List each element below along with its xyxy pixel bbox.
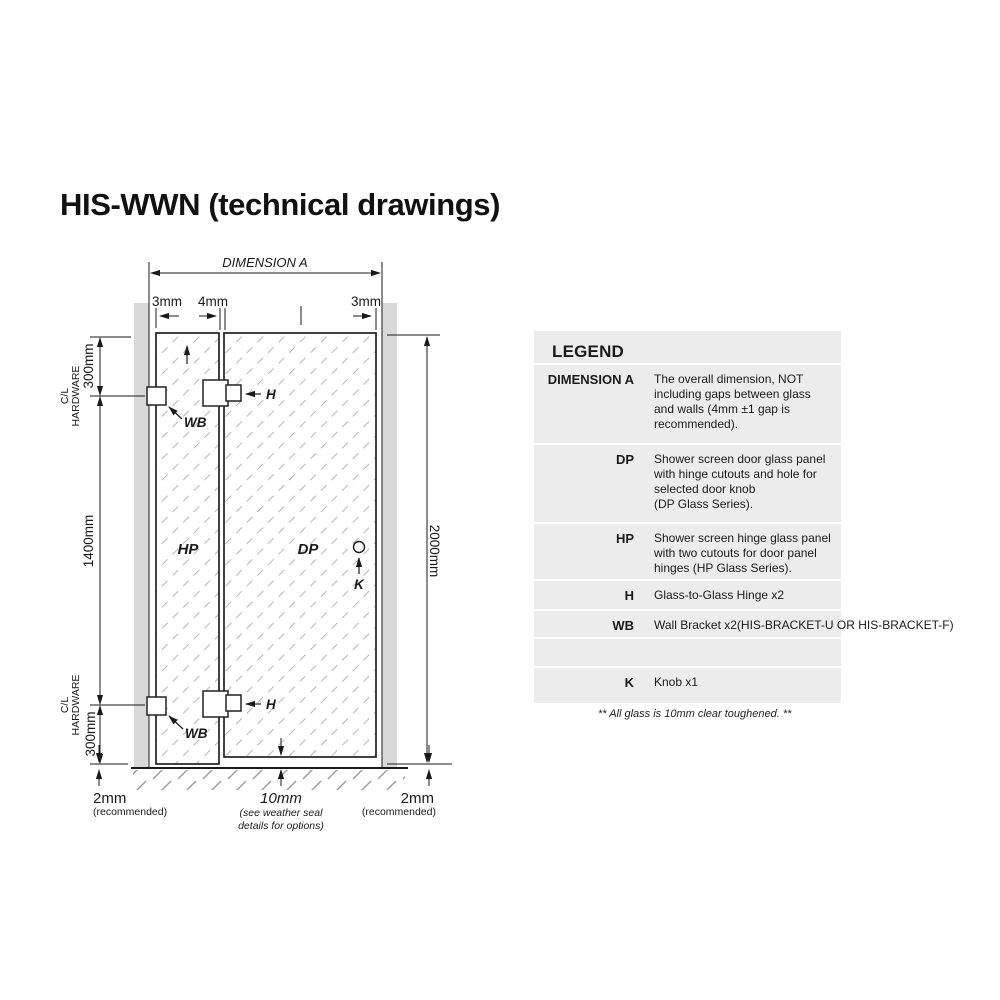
glass-footnote: ** All glass is 10mm clear toughened. ** [598, 708, 792, 720]
cl-top-line2: HARDWARE [70, 365, 82, 427]
legend-desc: Shower screen hinge glass panel with two cutouts for door panel hinges (HP Glass Series). [654, 531, 831, 575]
seg-2000-label: 2000mm [427, 524, 442, 578]
knob-label: K [354, 577, 364, 592]
legend-panel [534, 331, 954, 703]
cl-top-line1: C/L [59, 387, 71, 405]
gap2-left-note: (recommended) [93, 806, 168, 818]
legend-row-dimension-a [534, 363, 841, 443]
legend-desc: Wall Bracket x2(HIS-BRACKET-U OR HIS-BRACKET-F) [654, 618, 954, 632]
legend-row-empty [534, 637, 841, 666]
legend-row-k [534, 666, 841, 703]
gap-mid-label: 4mm [198, 294, 228, 309]
legend-term: DP [615, 452, 634, 467]
legend-row-h [534, 579, 841, 609]
gap10-label: 10mm [260, 790, 302, 807]
seg-300-top-label: 300mm [81, 343, 96, 389]
wall-bracket-bottom-icon [147, 697, 166, 715]
wb-top-label: WB [184, 415, 207, 430]
h-bottom-label: H [266, 697, 276, 712]
floor [131, 768, 408, 790]
left-dimension-chain [59, 337, 145, 764]
floor-hatching [133, 770, 405, 790]
legend-term [534, 646, 634, 666]
gap2-right-label: 2mm [400, 790, 434, 807]
legend-row-dp [534, 443, 841, 522]
legend-row-wb [534, 609, 954, 637]
gap-right-label: 3mm [351, 294, 381, 309]
cl-bottom-line2: HARDWARE [70, 674, 82, 736]
legend-term: WB [612, 618, 634, 633]
hinge-bottom-right-icon [226, 695, 241, 711]
legend-desc: Knob x1 [654, 675, 699, 689]
wall-right [382, 303, 397, 768]
legend-desc: Shower screen door glass panel with hinge cutouts and hole for selected door knob (DP Glass Series). [654, 452, 826, 511]
legend-term: K [624, 675, 634, 690]
wall-bracket-top-icon [147, 387, 166, 405]
legend-term: H [624, 588, 634, 603]
h-top-label: H [266, 387, 276, 402]
seg-300-bottom-label: 300mm [83, 711, 98, 757]
page-title: HIS-WWN (technical drawings) [60, 187, 501, 222]
hinge-top-right-icon [226, 385, 241, 401]
knob-icon [354, 542, 365, 553]
hinge-bottom-left-icon [203, 691, 228, 717]
legend-term: HP [615, 531, 634, 546]
dimension-a [151, 255, 380, 273]
cl-bottom-line1: C/L [59, 696, 71, 714]
gap10-note1: (see weather seal [239, 807, 323, 819]
hinge-top-left-icon [203, 380, 228, 406]
top-gap-dimensions [152, 294, 381, 330]
legend-desc: Glass-to-Glass Hinge x2 [654, 588, 785, 602]
gap2-right-note: (recommended) [361, 806, 436, 818]
legend-desc: The overall dimension, NOT including gaps between glass and walls (4mm ±1 gap is recommended). [654, 372, 811, 431]
gap2-left-label: 2mm [93, 790, 127, 807]
dp-label: DP [297, 541, 319, 558]
legend-row-hp [534, 522, 841, 579]
seg-1400-label: 1400mm [81, 514, 96, 568]
dimension-a-label: DIMENSION A [222, 255, 308, 270]
wb-bottom-label: WB [185, 726, 208, 741]
legend-header: LEGEND [552, 342, 625, 361]
gap-left-label: 3mm [152, 294, 182, 309]
legend-desc [634, 646, 654, 666]
gap10-note2: details for options) [238, 820, 324, 832]
hp-label: HP [177, 541, 199, 558]
legend-term: DIMENSION A [547, 372, 634, 387]
